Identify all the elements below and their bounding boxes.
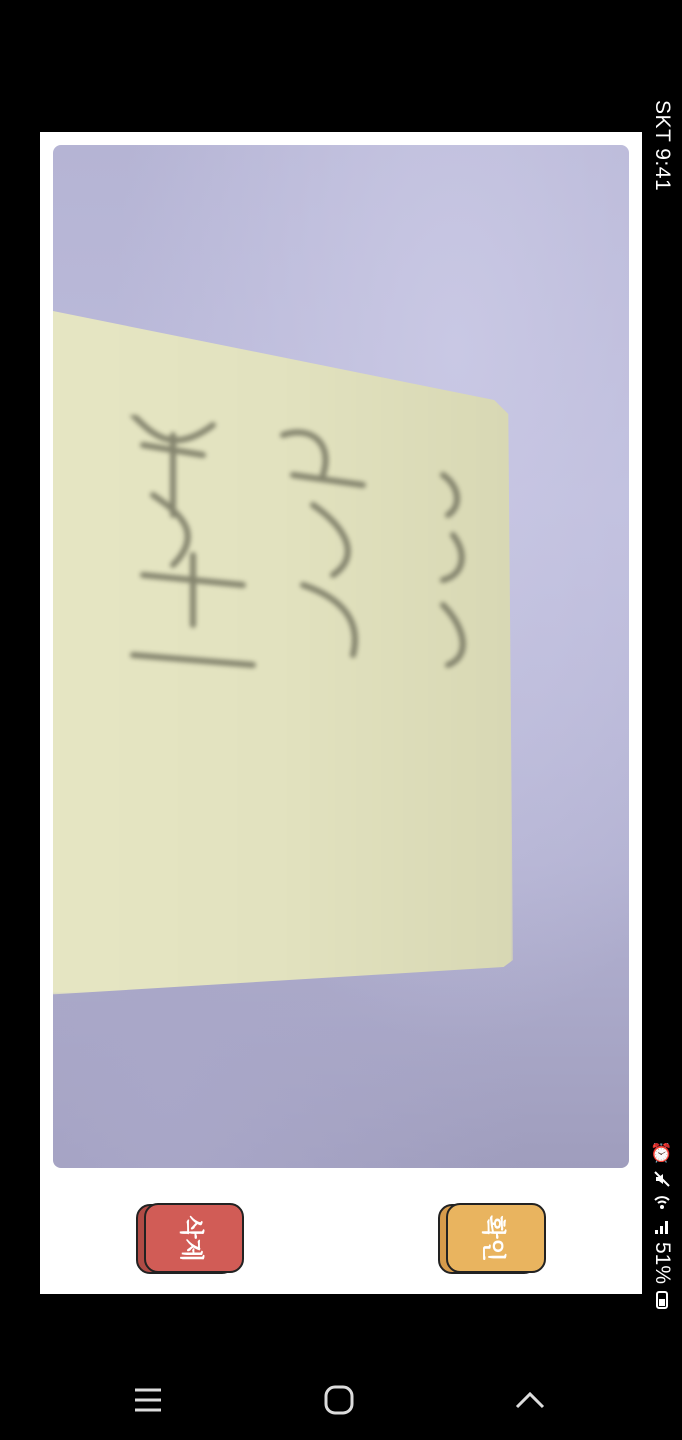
home-button[interactable] xyxy=(309,1380,369,1420)
back-button[interactable] xyxy=(500,1380,560,1420)
delete-button-label: 삭제 xyxy=(177,1214,205,1262)
mute-icon xyxy=(653,1170,671,1188)
handwriting-scribble xyxy=(113,415,493,745)
photo-confirm-dialog xyxy=(40,132,642,1294)
navigation-bar xyxy=(0,1360,682,1440)
camera-preview xyxy=(53,145,629,1168)
confirm-button[interactable] xyxy=(446,1203,546,1273)
battery-percent: 51% xyxy=(651,1241,674,1285)
battery-icon xyxy=(653,1290,671,1310)
alarm-icon: ⏰ xyxy=(652,1142,672,1164)
signal-icon xyxy=(653,1218,671,1236)
status-bar-carrier-time: SKT 9:41 xyxy=(651,100,674,192)
home-icon xyxy=(323,1384,355,1416)
status-bar-icons xyxy=(650,1142,674,1310)
delete-button[interactable] xyxy=(144,1203,244,1273)
recent-apps-button[interactable] xyxy=(118,1380,178,1420)
recent-apps-icon xyxy=(133,1387,163,1413)
wifi-icon xyxy=(653,1194,671,1212)
confirm-button-label: 확인 xyxy=(479,1214,507,1262)
back-icon xyxy=(515,1390,545,1410)
